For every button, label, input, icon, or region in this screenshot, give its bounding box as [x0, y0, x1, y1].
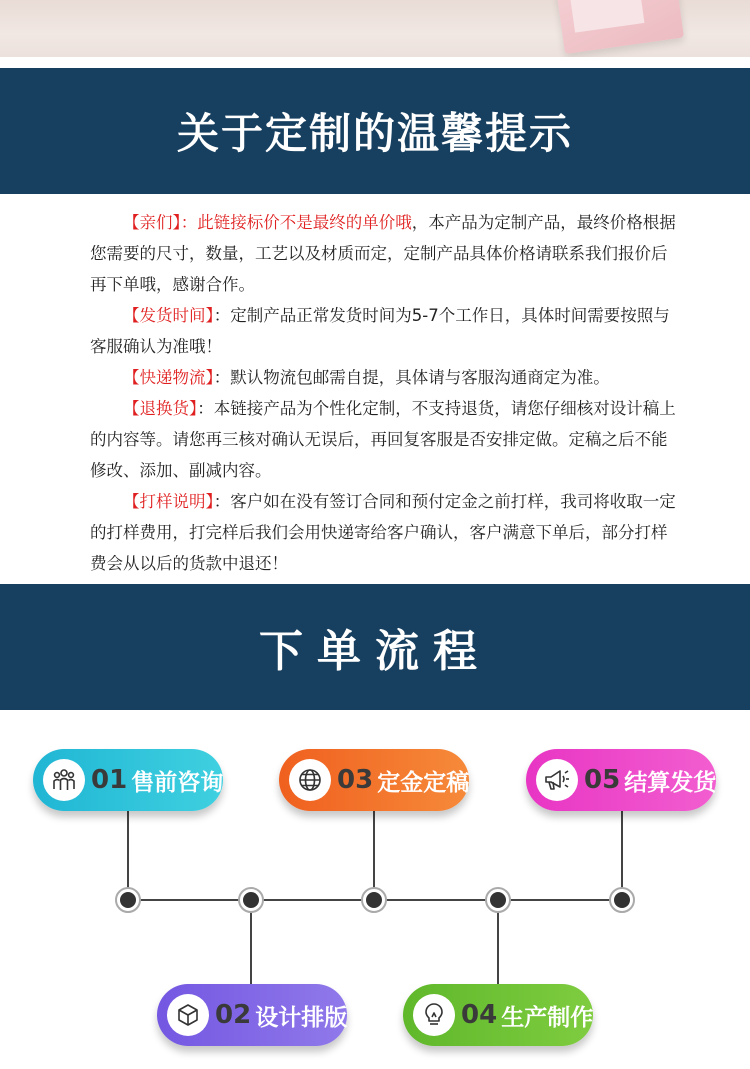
tips-title: 关于定制的温馨提示: [176, 109, 573, 158]
tip-text: ：默认物流包邮需自提，具体请与客服沟通商定为准。: [213, 368, 610, 387]
timeline-node-dot: [120, 892, 136, 908]
step-label: 设计排版: [255, 1004, 348, 1031]
step-02: [157, 984, 347, 1046]
timeline-node-dot: [614, 892, 630, 908]
lightbulb-icon: [421, 1002, 447, 1028]
tip-tag: 【亲们】：: [123, 213, 198, 232]
step-icon-circle: [289, 759, 331, 801]
megaphone-icon: [543, 767, 571, 793]
tip-tag: 【退换货】: [123, 399, 198, 418]
timeline-node-dot: [366, 892, 382, 908]
tip-text: ：客户如在没有签订合同和预付定金之前打样，我司将收取一定的打样费用，打完样后我们会用快递寄给客户确认，客户满意下单后，部分打样费会从以后的货款中退还！: [90, 492, 676, 573]
tip-highlight: 此链接标价不是最终的单价哦: [197, 213, 412, 232]
cube-icon: [175, 1002, 201, 1028]
step-03: [279, 749, 469, 811]
tip-tag: 【发货时间】: [123, 306, 214, 325]
tip-text: ：本链接产品为个性化定制，不支持退货，请您仔细核对设计稿上的内容等。请您再三核对确认无误后，再回复客服是否安排定做。定稿之后不能修改、添加、副减内容。: [90, 399, 676, 480]
step-number: 04: [461, 1000, 498, 1030]
step-number: 03: [337, 765, 374, 795]
step-icon-circle: [413, 994, 455, 1036]
step-04: [403, 984, 593, 1046]
step-number: 01: [91, 765, 128, 795]
step-label: 生产制作: [501, 1004, 594, 1031]
step-number: 02: [215, 1000, 252, 1030]
step-01: [33, 749, 223, 811]
step-number: 05: [584, 765, 621, 795]
tip-text: ，本产品为定制产品，最终价格根据您需要的尺寸，数量，工艺以及材质而定，定制产品具体价格请联系我们报价后再下单哦，感谢合作。: [90, 213, 676, 294]
timeline-node-dot: [243, 892, 259, 908]
tip-tag: 【快递物流】: [123, 368, 214, 387]
step-icon-circle: [167, 994, 209, 1036]
step-05: [526, 749, 716, 811]
tip-tag: 【打样说明】: [123, 492, 214, 511]
step-label: 售前咨询: [131, 769, 224, 796]
tip-text: ：定制产品正常发货时间为5-7个工作日，具体时间需要按照与客服确认为准哦！: [90, 306, 670, 356]
people-icon: [51, 767, 77, 793]
step-label: 定金定稿: [377, 769, 470, 796]
timeline-node-dot: [490, 892, 506, 908]
globe-icon: [297, 767, 323, 793]
process-title: 下单流程: [259, 626, 491, 677]
step-icon-circle: [43, 759, 85, 801]
step-icon-circle: [536, 759, 578, 801]
step-label: 结算发货: [624, 769, 717, 796]
